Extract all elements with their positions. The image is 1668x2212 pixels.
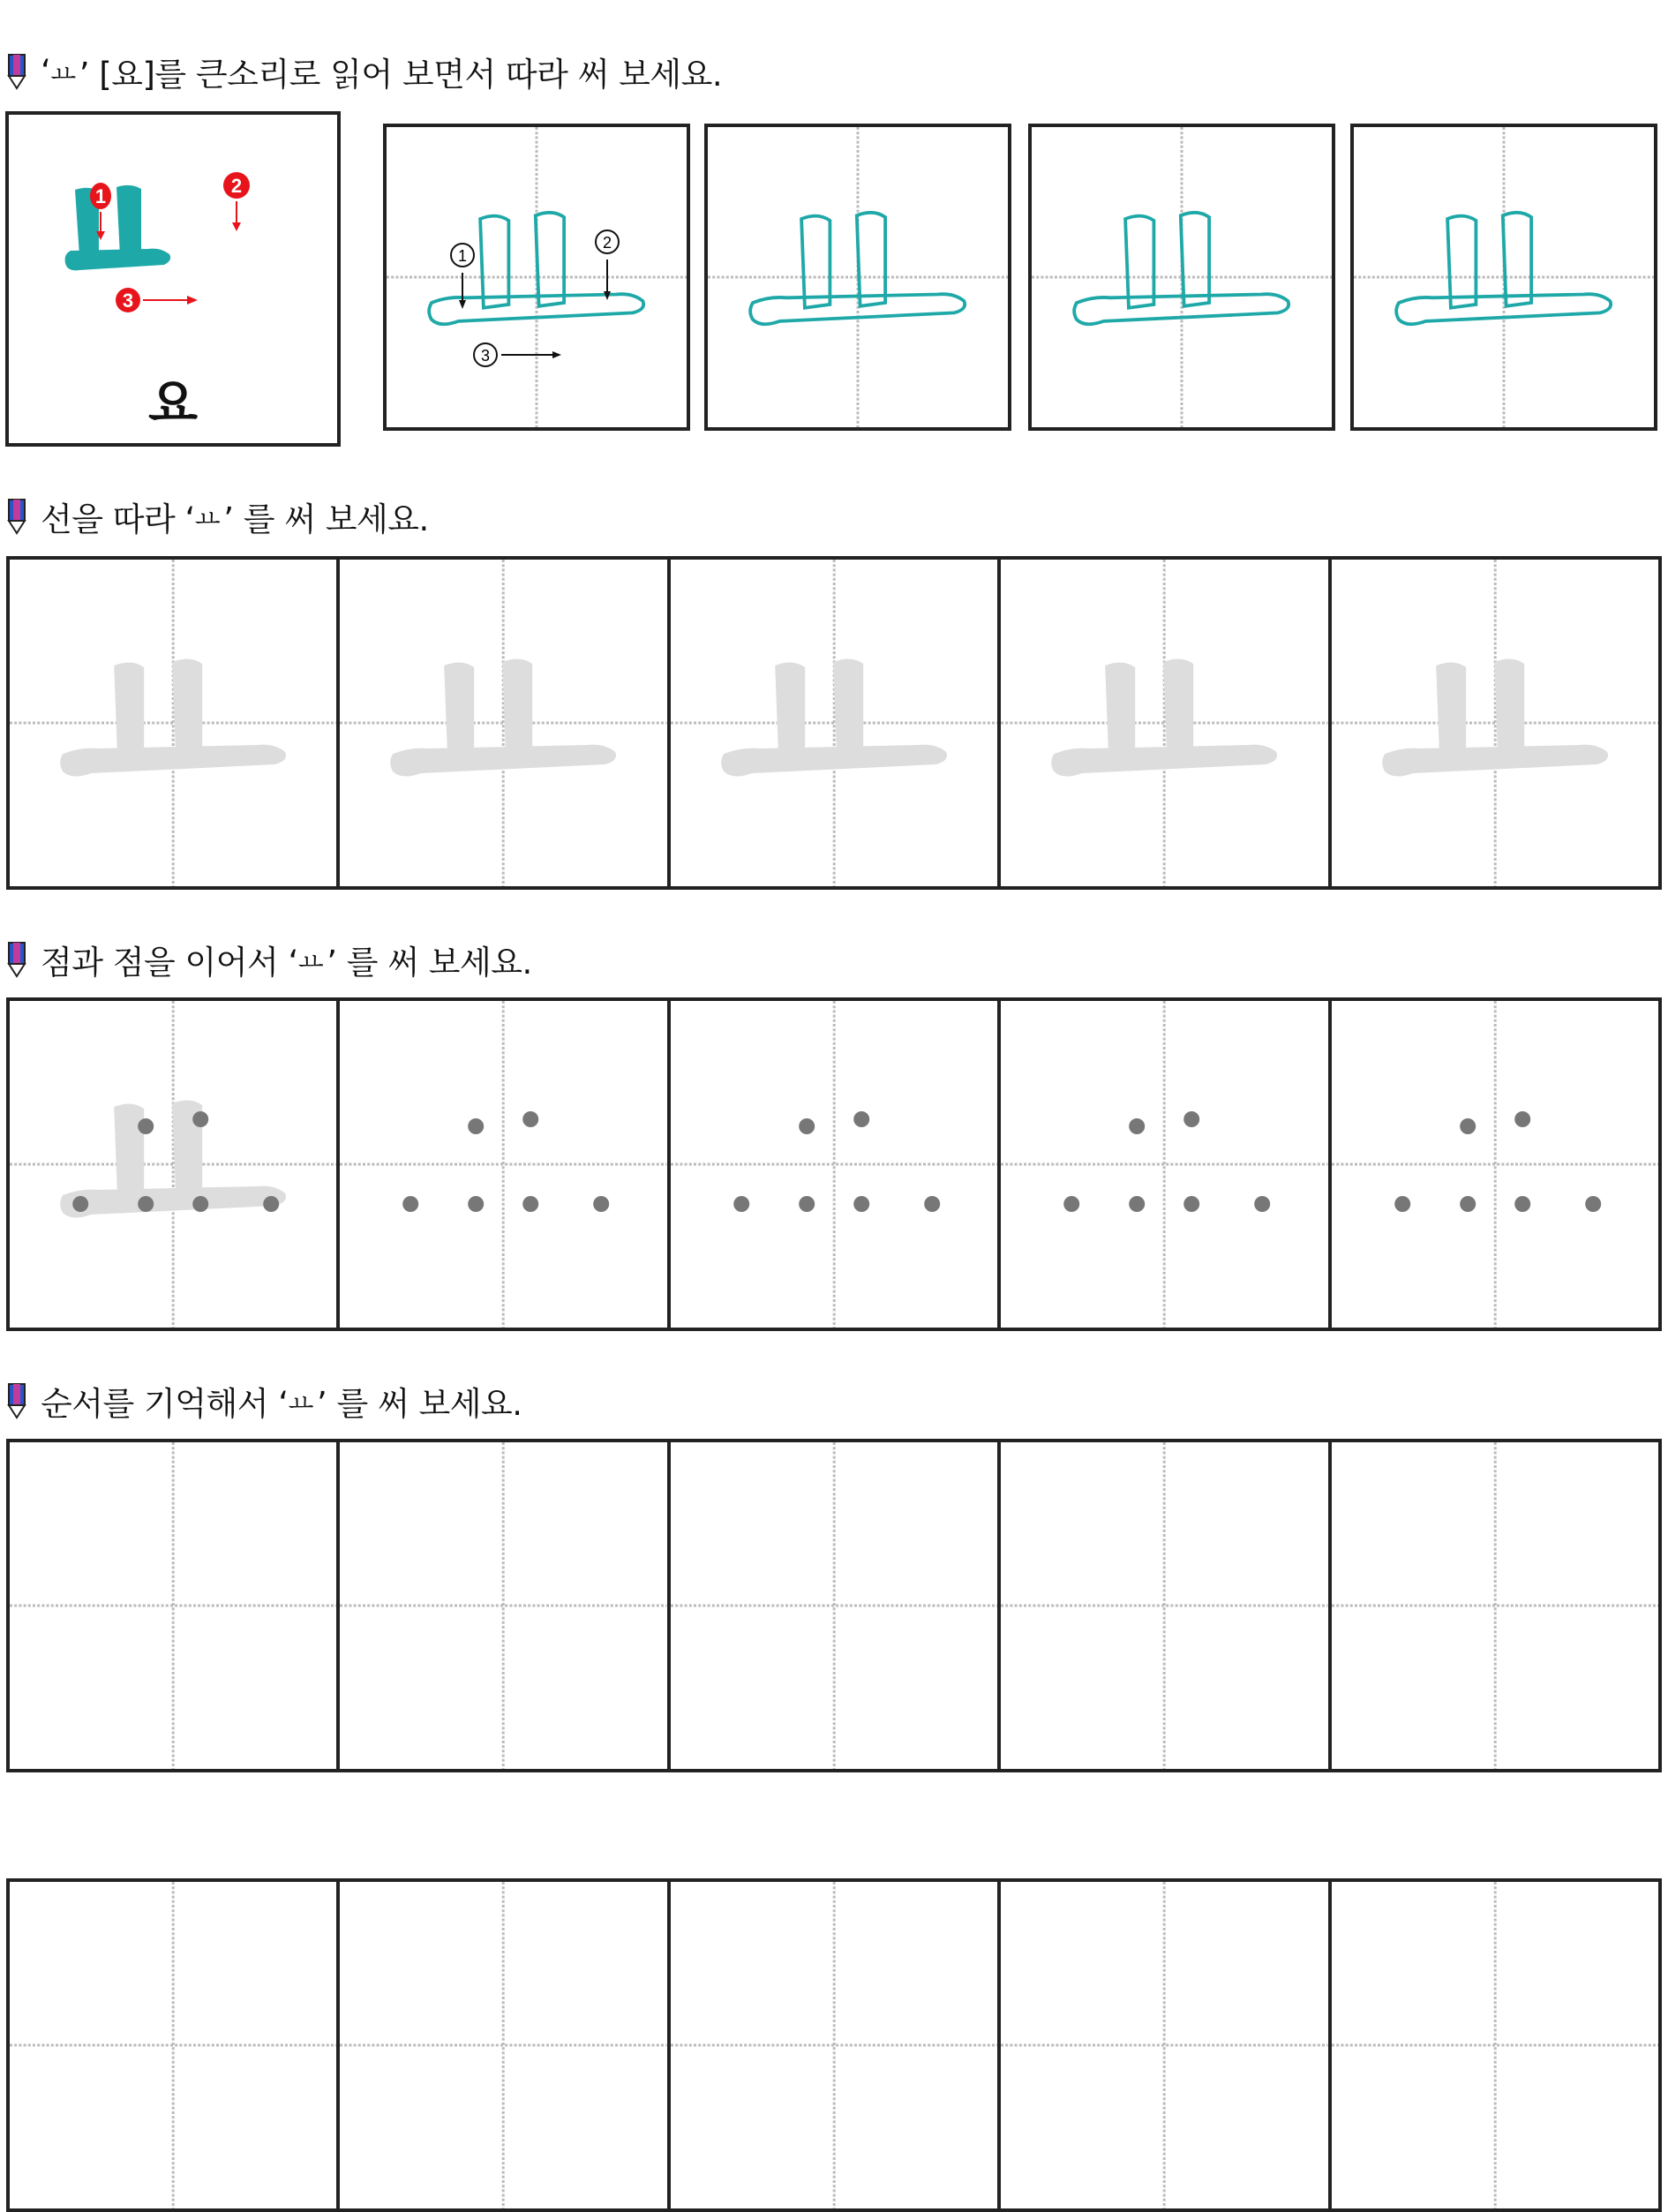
dashed-guide-lines bbox=[10, 1442, 336, 1769]
dashed-guide-lines bbox=[1332, 1442, 1658, 1769]
trace-character bbox=[1001, 560, 1327, 886]
pencil-icon bbox=[7, 498, 26, 535]
outline-practice-box[interactable] bbox=[1350, 124, 1657, 431]
practice-cell[interactable] bbox=[10, 1882, 336, 2208]
trace-character bbox=[10, 560, 336, 886]
practice-cell[interactable] bbox=[667, 1442, 997, 1769]
instruction-memory bbox=[7, 1379, 522, 1423]
outline-character bbox=[387, 127, 687, 427]
instruction-trace bbox=[7, 494, 429, 538]
dashed-guide-lines bbox=[1332, 1882, 1658, 2208]
practice-cell[interactable] bbox=[10, 560, 336, 886]
dot-practice-row bbox=[6, 997, 1662, 1331]
practice-cell[interactable] bbox=[1328, 560, 1658, 886]
outline-practice-box[interactable] bbox=[704, 124, 1011, 431]
outline-practice-box[interactable] bbox=[383, 124, 690, 431]
svg-text:3: 3 bbox=[122, 290, 134, 312]
practice-cell[interactable] bbox=[997, 1882, 1327, 2208]
instruction-text-before: ‘ bbox=[41, 52, 51, 91]
dashed-guide-lines bbox=[671, 1442, 997, 1769]
dashed-guide-lines bbox=[1001, 1442, 1327, 1769]
dot-guide bbox=[1332, 1001, 1658, 1328]
practice-cell[interactable] bbox=[10, 1442, 336, 1769]
practice-cell[interactable] bbox=[336, 560, 666, 886]
practice-cell[interactable] bbox=[667, 1001, 997, 1328]
svg-text:3: 3 bbox=[480, 347, 491, 365]
instruction-text-after: ’ [요]를 큰소리로 읽어 보면서 따라 써 보세요. bbox=[79, 56, 723, 94]
instruction-text-before: 순서를 기억해서 ‘ bbox=[41, 1385, 289, 1423]
instruction-text-after: ’ 를 써 보세요. bbox=[316, 1385, 522, 1423]
memory-practice-row-1 bbox=[6, 1439, 1662, 1772]
stroke-number-2 bbox=[223, 172, 250, 231]
practice-cell[interactable] bbox=[997, 1442, 1327, 1769]
svg-text:1: 1 bbox=[94, 185, 107, 207]
pencil-icon bbox=[7, 53, 26, 90]
instruction-read-aloud bbox=[7, 49, 722, 94]
svg-text:2: 2 bbox=[602, 234, 612, 252]
instruction-char: ㅛ bbox=[50, 59, 76, 90]
outline-stroke-order-2 bbox=[596, 230, 619, 300]
instruction-text-before: 점과 점을 이어서 ‘ bbox=[41, 944, 298, 982]
pronunciation-label: 요 bbox=[147, 373, 199, 433]
practice-cell[interactable] bbox=[336, 1442, 666, 1769]
practice-cell[interactable] bbox=[10, 1001, 336, 1328]
dot-guide bbox=[340, 1001, 666, 1328]
outline-character bbox=[1032, 127, 1332, 427]
outline-practice-box[interactable] bbox=[1028, 124, 1335, 431]
instruction-text-after: ’ 를 써 보세요. bbox=[223, 500, 429, 538]
svg-text:2: 2 bbox=[230, 175, 243, 197]
trace-character bbox=[340, 560, 666, 886]
practice-cell[interactable] bbox=[997, 1001, 1327, 1328]
pencil-icon bbox=[7, 941, 26, 978]
reference-card bbox=[5, 111, 341, 447]
dashed-guide-lines bbox=[671, 1882, 997, 2208]
practice-cell[interactable] bbox=[1328, 1001, 1658, 1328]
instruction-char: ㅛ bbox=[194, 504, 221, 535]
dashed-guide-lines bbox=[1001, 1882, 1327, 2208]
trace-character bbox=[1332, 560, 1658, 886]
pencil-icon bbox=[7, 1382, 26, 1419]
instruction-connect-dots bbox=[7, 937, 532, 982]
dot-guide bbox=[10, 1001, 336, 1328]
instruction-text-before: 선을 따라 ‘ bbox=[41, 500, 195, 538]
practice-cell[interactable] bbox=[997, 560, 1327, 886]
practice-cell[interactable] bbox=[1328, 1882, 1658, 2208]
stroke-number-3 bbox=[116, 288, 198, 312]
trace-practice-row bbox=[6, 556, 1662, 890]
trace-character bbox=[671, 560, 997, 886]
outline-stroke-order-3 bbox=[474, 343, 561, 366]
dashed-guide-lines bbox=[340, 1442, 666, 1769]
instruction-char: ㅛ bbox=[288, 1388, 313, 1419]
outline-character bbox=[708, 127, 1008, 427]
instruction-char: ㅛ bbox=[297, 947, 324, 978]
instruction-text-after: ’ 를 써 보세요. bbox=[327, 944, 532, 982]
practice-cell[interactable] bbox=[667, 1882, 997, 2208]
dot-guide bbox=[1001, 1001, 1327, 1328]
dashed-guide-lines bbox=[10, 1882, 336, 2208]
practice-cell[interactable] bbox=[1328, 1442, 1658, 1769]
practice-cell[interactable] bbox=[336, 1882, 666, 2208]
practice-cell[interactable] bbox=[667, 560, 997, 886]
practice-cell[interactable] bbox=[336, 1001, 666, 1328]
outline-character bbox=[1354, 127, 1654, 427]
svg-text:1: 1 bbox=[457, 247, 468, 265]
dot-guide bbox=[671, 1001, 997, 1328]
memory-practice-row-2 bbox=[6, 1878, 1662, 2212]
dashed-guide-lines bbox=[340, 1882, 666, 2208]
